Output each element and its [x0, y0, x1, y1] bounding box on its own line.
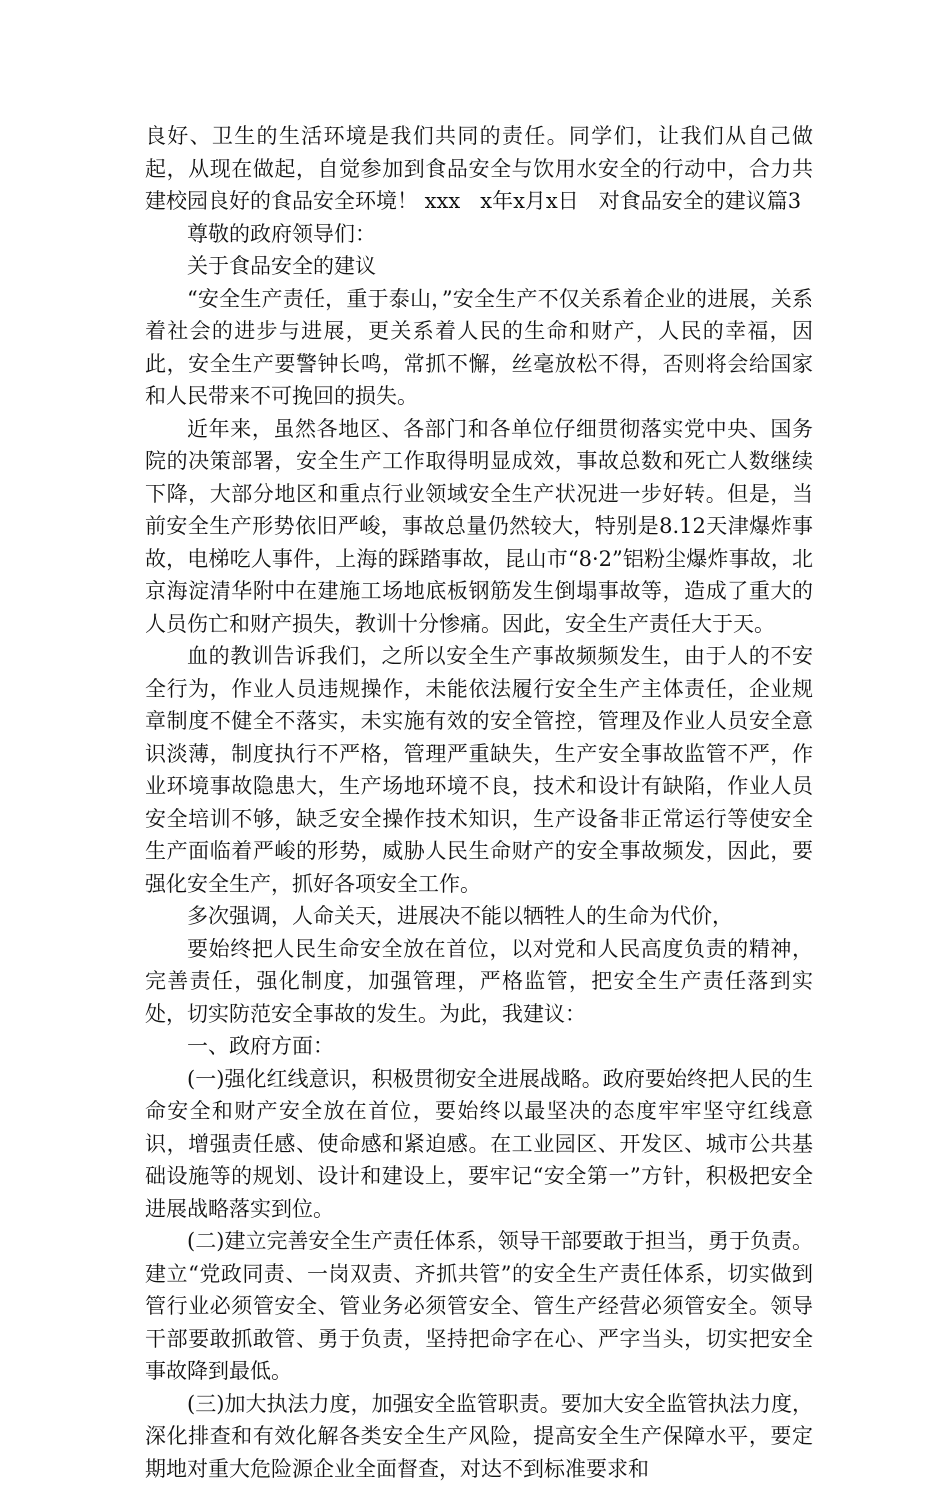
paragraph-8: 要始终把人民生命安全放在首位，以对党和人民高度负责的精神，完善责任，强化制度，加强管理，严格监管，把安全生产责任落到实处，切实防范安全事故的发生。为此，我建议：: [145, 933, 813, 1031]
paragraph-6: 血的教训告诉我们，之所以安全生产事故频频发生，由于人的不安全行为，作业人员违规操作，未能依法履行安全生产主体责任，企业规章制度不健全不落实，未实施有效的安全管控，管理及作业人员安全意识淡薄，制度执行不严格，管理严重缺失，生产安全事故监管不严，作业环境事故隐患大，生产场地环境不良，技术和设计有缺陷，作业人员安全培训不够，缺乏安全操作技术知识，生产设备非正常运行等使安全生产面临着严峻的形势，威胁人民生命财产的安全事故频发，因此，要强化安全生产，抓好各项安全工作。: [145, 640, 813, 900]
section-heading-government: 一、政府方面：: [145, 1030, 813, 1063]
paragraph-salutation: 尊敬的政府领导们：: [145, 218, 813, 251]
paragraph-12: (三)加大执法力度，加强安全监管职责。要加大安全监管执法力度，深化排查和有效化解各类安全生产风险，提高安全生产保障水平，要定期地对重大危险源企业全面督查，对达不到标准要求和: [145, 1388, 813, 1485]
paragraph-7: 多次强调，人命关天，进展决不能以牺牲人的生命为代价，: [145, 900, 813, 933]
paragraph-title: 关于食品安全的建议: [145, 250, 813, 283]
paragraph-10: (一)强化红线意识，积极贯彻安全进展战略。政府要始终把人民的生命安全和财产安全放在首位，要始终以最坚决的态度牢牢坚守红线意识，增强责任感、使命感和紧迫感。在工业园区、开发区、城市公共基础设施等的规划、设计和建设上，要牢记“安全第一”方针，积极把安全进展战略落实到位。: [145, 1063, 813, 1226]
paragraph-11: (二)建立完善安全生产责任体系，领导干部要敢于担当，勇于负责。建立“党政同责、一岗双责、齐抓共管”的安全生产责任体系，切实做到管行业必须管安全、管业务必须管安全、管生产经营必须管安全。领导干部要敢抓敢管、勇于负责，坚持把命字在心、严字当头，切实把安全事故降到最低。: [145, 1225, 813, 1388]
paragraph-5: 近年来，虽然各地区、各部门和各单位仔细贯彻落实党中央、国务院的决策部署，安全生产工作取得明显成效，事故总数和死亡人数继续下降，大部分地区和重点行业领域安全生产状况进一步好转。但是，当前安全生产形势依旧严峻，事故总量仍然较大，特别是8.12天津爆炸事故，电梯吃人事件，上海的踩踏事故，昆山市“8·2”铝粉尘爆炸事故，北京海淀清华附中在建施工场地底板钢筋发生倒塌事故等，造成了重大的人员伤亡和财产损失，教训十分惨痛。因此，安全生产责任大于天。: [145, 413, 813, 641]
document-body: [145, 120, 813, 1485]
paragraph-4: “安全生产责任，重于泰山，”安全生产不仅关系着企业的进展，关系着社会的进步与进展，更关系着人民的生命和财产，人民的幸福，因此，安全生产要警钟长鸣，常抓不懈，丝毫放松不得，否则将会给国家和人民带来不可挽回的损失。: [145, 283, 813, 413]
paragraph-1: 良好、卫生的生活环境是我们共同的责任。同学们，让我们从自己做起，从现在做起，自觉参加到食品安全与饮用水安全的行动中，合力共建校园良好的食品安全环境！ xxx x年x月x日 对食品安全的建议篇3: [145, 120, 813, 218]
